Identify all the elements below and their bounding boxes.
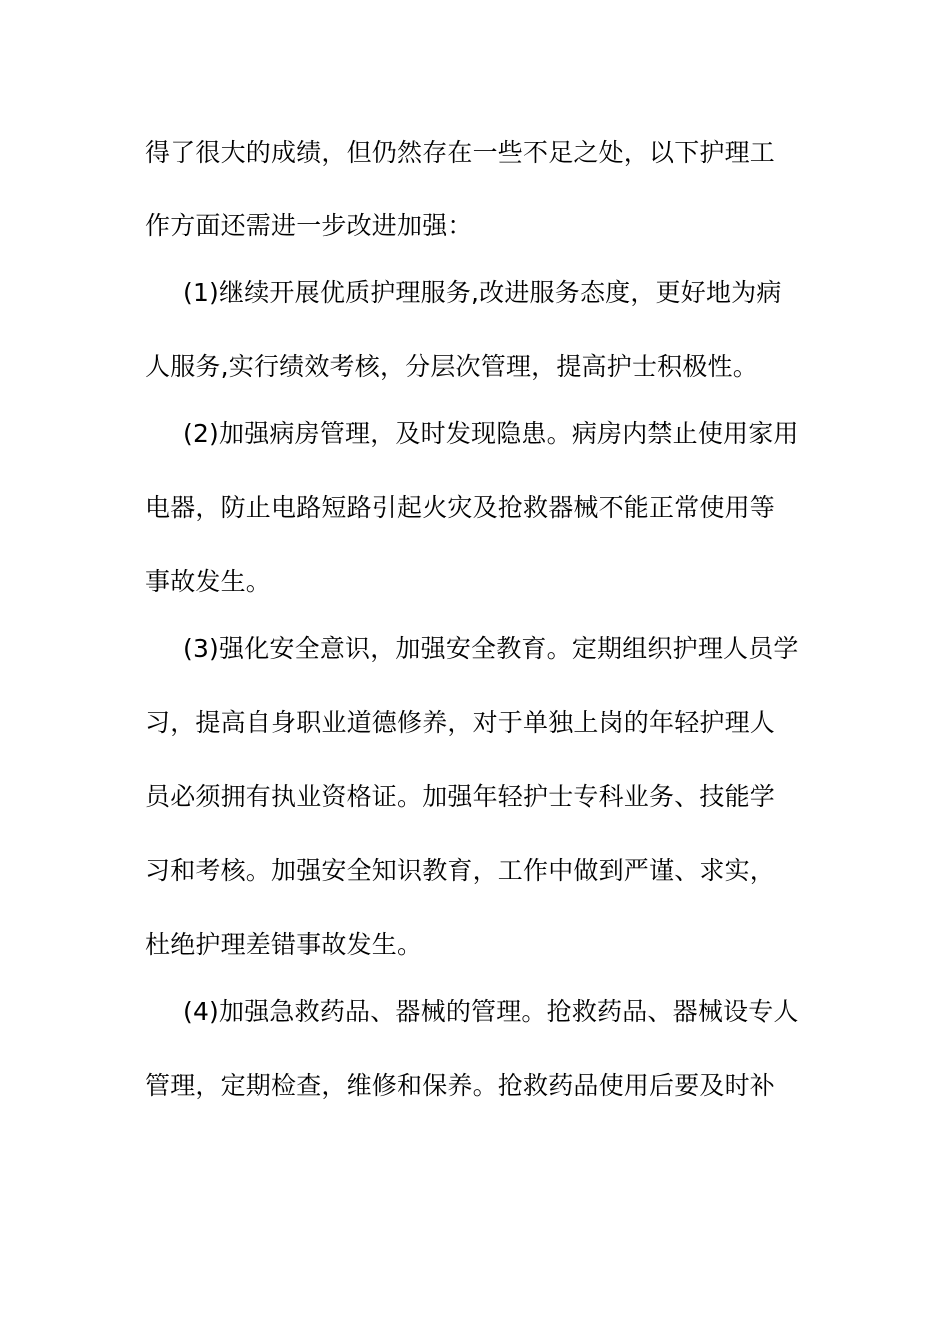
text-line: 习和考核。加强安全知识教育，工作中做到严谨、求实，: [145, 856, 776, 885]
text-line: 电器，防止电路短路引起火灾及抢救器械不能正常使用等: [145, 493, 776, 522]
text-line: 管理，定期检查，维修和保养。抢救药品使用后要及时补: [145, 1071, 776, 1100]
paragraph-3-start: (3)强化安全意识，加强安全教育。定期组织护理人员学: [183, 634, 799, 663]
paragraph-1-start: (1)继续开展优质护理服务,改进服务态度，更好地为病: [183, 278, 782, 307]
text-line: 员必须拥有执业资格证。加强年轻护士专科业务、技能学: [145, 782, 776, 811]
text-line: 习，提高自身职业道德修养，对于单独上岗的年轻护理人: [145, 708, 776, 737]
text-line: 人服务,实行绩效考核，分层次管理，提高护士积极性。: [145, 352, 758, 381]
text-line: 事故发生。: [145, 567, 272, 596]
text-line: 杜绝护理差错事故发生。: [145, 930, 423, 959]
text-line: 作方面还需进一步改进加强：: [145, 211, 473, 240]
paragraph-4-start: (4)加强急救药品、器械的管理。抢救药品、器械设专人: [183, 997, 799, 1026]
paragraph-2-start: (2)加强病房管理，及时发现隐患。病房内禁止使用家用: [183, 419, 799, 448]
text-line: 得了很大的成绩，但仍然存在一些不足之处，以下护理工: [145, 138, 776, 167]
